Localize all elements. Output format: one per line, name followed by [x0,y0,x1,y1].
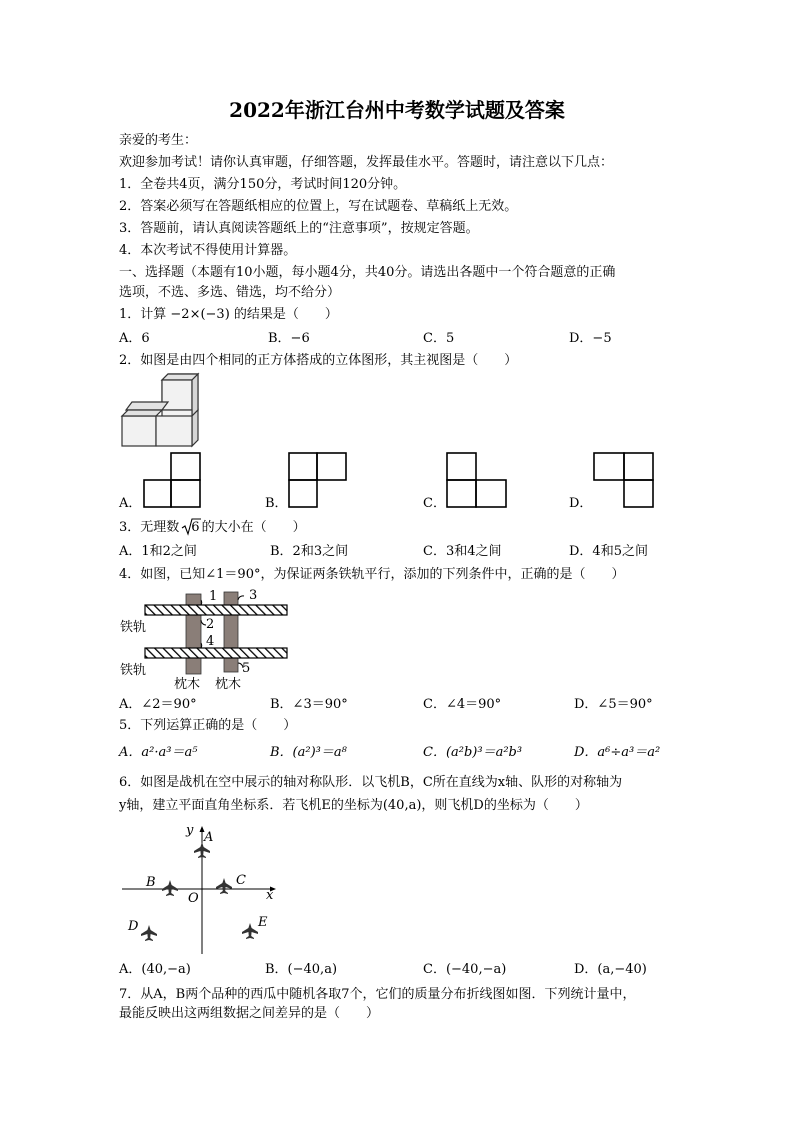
jet-c-label: C [236,873,246,888]
q3-stem [119,520,306,536]
rail-top [145,605,287,615]
q6-option-b: B．(−40,a) [265,962,338,977]
sqrt-symbol-icon [181,518,201,536]
q6-option-a: A．(40,−a) [119,962,191,977]
q4-option-b: B．∠3＝90° [270,697,348,712]
q4-option-d: D．∠5＝90° [574,697,653,712]
angle-4-label: 4 [206,634,215,649]
q2-option-c-figure [446,452,508,508]
x-axis-label: x [266,888,274,903]
jet-b-label: B [146,875,156,890]
q3-option-a: A．1和2之间 [119,544,197,559]
note-2: 2．答案必须写在答题纸相应的位置上，写在试题卷、草稿纸上无效。 [119,199,518,214]
greeting: 亲爱的考生： [119,133,198,148]
q2-option-a: A． [119,496,142,511]
jet-b-icon [162,880,178,896]
q3-option-d: D．4和5之间 [569,544,648,559]
angle-3-label: 3 [249,588,258,603]
q5-option-c: C．(a²b)³＝a²b³ [423,745,523,760]
tie-label-left: 枕木 [174,677,201,692]
q2-cube-figure [118,372,204,448]
tie-right [224,592,238,672]
q4-option-a: A．∠2＝90° [119,697,197,712]
q7-stem-line2: 最能反映出这两组数据之间差异的是（ ） [119,1006,380,1021]
jet-c-icon [216,878,232,894]
page-title: 2022年浙江台州中考数学试题及答案 [229,98,565,122]
jet-d-label: D [128,919,139,934]
jet-e-label: E [258,915,268,930]
q4-stem: 4．如图，已知∠1＝90°，为保证两条铁轨平行，添加的下列条件中，正确的是（ ） [119,567,625,582]
jet-e-icon [242,923,258,939]
rail-bottom [145,648,287,658]
q2-option-b: B． [265,496,288,511]
q5-option-a: A．a²·a³＝a⁵ [119,745,198,760]
q3-option-c: C．3和4之间 [423,544,502,559]
note-1: 1．全卷共4页，满分150分，考试时间120分钟。 [119,177,407,192]
q4-rail-figure [118,587,293,691]
q2-option-d: D． [569,496,593,511]
jet-a-label: A [204,830,214,845]
y-axis-label: y [186,823,194,838]
q5-option-d: D．a⁶÷a³＝a² [574,745,661,760]
q3-option-b: B．2和3之间 [270,544,349,559]
q6-option-c: C．(−40,−a) [423,962,507,977]
q1-option-c: C．5 [423,331,455,346]
q2-stem: 2．如图是由四个相同的正方体搭成的立体图形，其主视图是（ ） [119,353,518,368]
welcome-text: 欢迎参加考试！请你认真审题，仔细答题，发挥最佳水平。答题时，请注意以下几点： [119,155,614,170]
q2-option-d-figure [593,452,655,508]
q1-stem: 1．计算 −2×(−3) 的结果是（ ） [119,307,338,322]
rail-label-bottom: 铁轨 [120,663,147,678]
jet-d-icon [141,925,157,941]
note-3: 3．答题前，请认真阅读答题纸上的“注意事项”，按规定答题。 [119,221,479,236]
origin-label: O [188,891,199,906]
q3-stem-post: 的大小在（ ） [201,520,306,535]
q6-option-d: D．(a,−40) [574,962,647,977]
q1-option-a: A．6 [119,331,150,346]
q2-option-a-figure [143,452,203,508]
q6-stem-line2: y轴，建立平面直角坐标系．若飞机E的坐标为(40,a)，则飞机D的坐标为（ ） [119,798,588,813]
q5-stem: 5．下列运算正确的是（ ） [119,718,297,733]
angle-2-label: 2 [206,617,215,632]
q4-option-c: C．∠4＝90° [423,697,502,712]
q1-option-b: B．−6 [268,331,310,346]
q3-radicand: 6 [191,520,200,535]
q3-stem-pre: 3．无理数 [119,520,180,535]
rail-label-top: 铁轨 [120,620,147,635]
q6-formation-figure [118,822,283,956]
q1-option-d: D．−5 [569,331,612,346]
section-heading-line1: 一、选择题（本题有10小题，每小题4分，共40分。请选出各题中一个符合题意的正确 [119,265,616,280]
q7-stem-line1: 7．从A，B两个品种的西瓜中随机各取7个，它们的质量分布折线图如图．下列统计量中， [119,987,636,1002]
tie-label-right: 枕木 [215,677,242,692]
angle-5-label: 5 [242,661,251,676]
note-4: 4．本次考试不得使用计算器。 [119,243,297,258]
q5-option-b: B．(a²)³＝a⁸ [270,745,347,760]
section-heading-line2: 选项，不选、多选、错选，均不给分） [119,285,341,300]
angle-1-label: 1 [209,589,218,604]
q2-option-c: C． [423,496,446,511]
q2-option-b-figure [288,452,348,508]
q6-stem-line1: 6．如图是战机在空中展示的轴对称队形．以飞机B，C所在直线为x轴、队形的对称轴为 [119,775,623,790]
